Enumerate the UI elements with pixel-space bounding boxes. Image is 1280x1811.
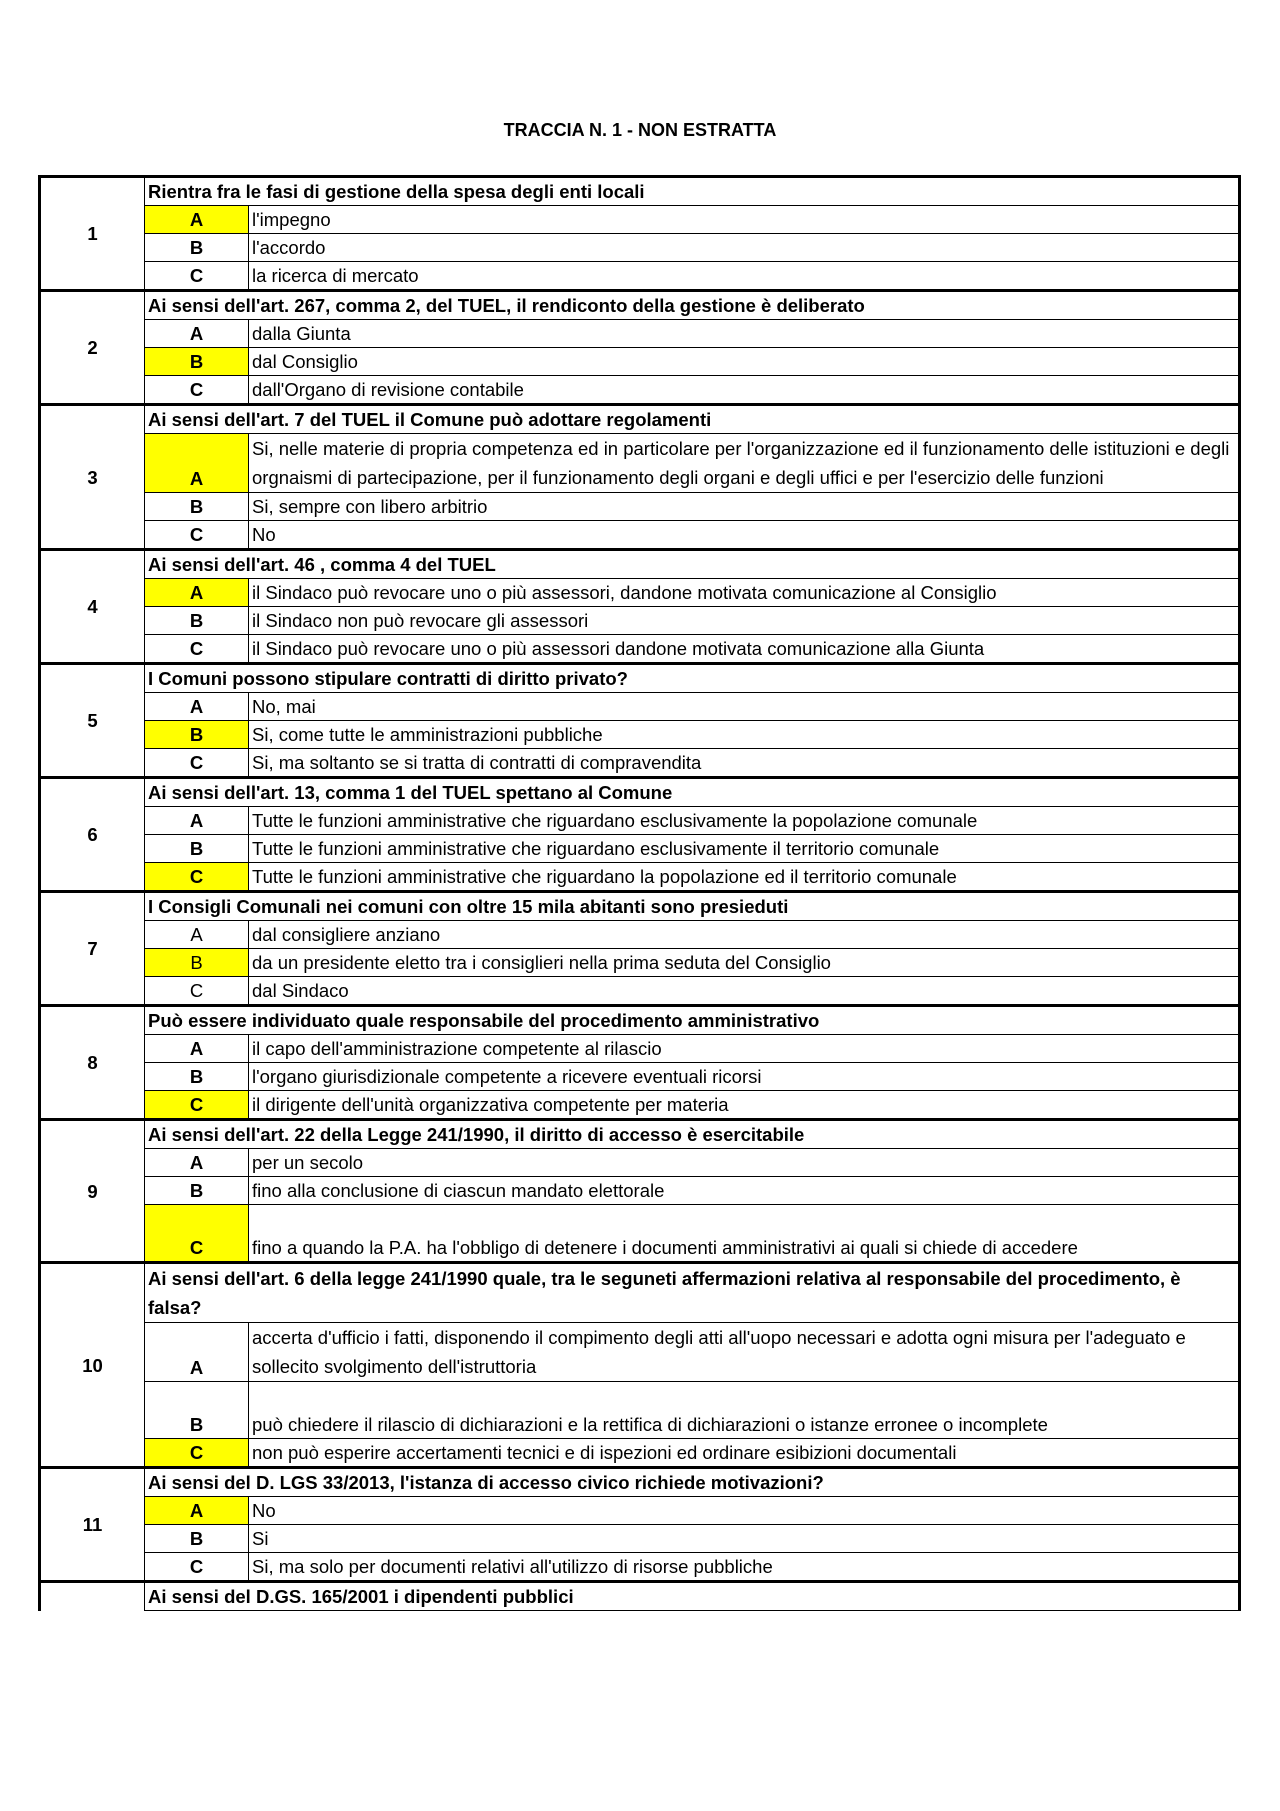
answer-letter: B (145, 835, 249, 863)
answer-letter: B (145, 234, 249, 262)
answer-text: dal Sindaco (249, 977, 1240, 1006)
question-number: 5 (40, 664, 145, 778)
question-text: Ai sensi dell'art. 7 del TUEL il Comune può adottare regolamenti (145, 405, 1240, 434)
answer-row (40, 693, 1240, 721)
question-row (40, 1120, 1240, 1149)
answer-text: l'organo giurisdizionale competente a ricevere eventuali ricorsi (249, 1063, 1240, 1091)
answer-row (40, 1063, 1240, 1091)
answer-letter: B (145, 1063, 249, 1091)
answer-text: il capo dell'amministrazione competente al rilascio (249, 1035, 1240, 1063)
answer-text: accerta d'ufficio i fatti, disponendo il compimento degli atti all'uopo necessari e adotta ogni misura per l'adeguato e sollecito svolgimento dell'istruttoria (249, 1323, 1240, 1382)
answer-row (40, 1323, 1240, 1382)
answer-row (40, 1382, 1240, 1439)
answer-text: Tutte le funzioni amministrative che riguardano la popolazione ed il territorio comunale (249, 863, 1240, 892)
question-text: Ai sensi dell'art. 22 della Legge 241/1990, il diritto di accesso è esercitabile (145, 1120, 1240, 1149)
question-text: Ai sensi dell'art. 6 della legge 241/1990 quale, tra le seguneti affermazioni relativa al responsabile del procedimento, è falsa? (145, 1263, 1240, 1323)
question-text: Ai sensi del D.GS. 165/2001 i dipendenti pubblici (145, 1582, 1240, 1611)
answer-row (40, 749, 1240, 778)
question-row (40, 291, 1240, 320)
page-title: TRACCIA N. 1 - NON ESTRATTA (503, 120, 777, 140)
answer-row (40, 320, 1240, 348)
answer-row (40, 635, 1240, 664)
answer-text: Tutte le funzioni amministrative che riguardano esclusivamente il territorio comunale (249, 835, 1240, 863)
question-number: 10 (40, 1263, 145, 1468)
question-number: 1 (40, 177, 145, 291)
answer-row (40, 1497, 1240, 1525)
question-text: Ai sensi del D. LGS 33/2013, l'istanza di accesso civico richiede motivazioni? (145, 1468, 1240, 1497)
question-number: 7 (40, 892, 145, 1006)
answer-letter: C (145, 749, 249, 778)
answer-row (40, 234, 1240, 262)
answer-text: Si (249, 1525, 1240, 1553)
answer-row (40, 206, 1240, 234)
answer-letter: C (145, 1205, 249, 1263)
question-table (38, 175, 1241, 1611)
answer-row (40, 1091, 1240, 1120)
answer-letter: A (145, 206, 249, 234)
answer-row (40, 977, 1240, 1006)
answer-row (40, 1149, 1240, 1177)
question-row (40, 778, 1240, 807)
answer-row (40, 1177, 1240, 1205)
answer-text: il Sindaco può revocare uno o più assessori, dandone motivata comunicazione al Consiglio (249, 579, 1240, 607)
answer-text: il Sindaco può revocare uno o più assessori dandone motivata comunicazione alla Giunta (249, 635, 1240, 664)
answer-text: non può esperire accertamenti tecnici e di ispezioni ed ordinare esibizioni documentali (249, 1439, 1240, 1468)
question-number: 3 (40, 405, 145, 550)
answer-letter: A (145, 320, 249, 348)
question-row (40, 405, 1240, 434)
answer-letter: C (145, 863, 249, 892)
answer-row (40, 921, 1240, 949)
answer-letter: C (145, 376, 249, 405)
answer-row (40, 607, 1240, 635)
answer-text: il Sindaco non può revocare gli assessori (249, 607, 1240, 635)
answer-row (40, 863, 1240, 892)
answer-letter: A (145, 1035, 249, 1063)
answer-row (40, 1553, 1240, 1582)
question-row (40, 664, 1240, 693)
answer-letter: C (145, 1091, 249, 1120)
question-text: Rientra fra le fasi di gestione della spesa degli enti locali (145, 177, 1240, 206)
answer-text: per un secolo (249, 1149, 1240, 1177)
answer-text: Tutte le funzioni amministrative che riguardano esclusivamente la popolazione comunale (249, 807, 1240, 835)
answer-text: fino a quando la P.A. ha l'obbligo di detenere i documenti amministrativi ai quali si chiede di accedere (249, 1205, 1240, 1263)
answer-row (40, 1439, 1240, 1468)
question-number: 8 (40, 1006, 145, 1120)
question-text: I Comuni possono stipulare contratti di diritto privato? (145, 664, 1240, 693)
question-number: 6 (40, 778, 145, 892)
answer-letter: B (145, 1525, 249, 1553)
answer-letter: B (145, 721, 249, 749)
question-row (40, 177, 1240, 206)
answer-row (40, 348, 1240, 376)
question-row (40, 1263, 1240, 1323)
answer-letter: A (145, 1149, 249, 1177)
answer-text: Si, ma solo per documenti relativi all'utilizzo di risorse pubbliche (249, 1553, 1240, 1582)
answer-row (40, 721, 1240, 749)
question-text: Ai sensi dell'art. 13, comma 1 del TUEL spettano al Comune (145, 778, 1240, 807)
answer-letter: C (145, 635, 249, 664)
question-row (40, 1582, 1240, 1611)
answer-text: No (249, 521, 1240, 550)
answer-letter: A (145, 579, 249, 607)
answer-letter: B (145, 348, 249, 376)
answer-letter: A (145, 434, 249, 493)
question-number (40, 1582, 145, 1611)
answer-letter: C (145, 262, 249, 291)
answer-letter: B (145, 493, 249, 521)
question-row (40, 1006, 1240, 1035)
answer-letter: B (145, 607, 249, 635)
answer-row (40, 807, 1240, 835)
answer-row (40, 1035, 1240, 1063)
answer-text: No (249, 1497, 1240, 1525)
answer-letter: A (145, 1497, 249, 1525)
question-text: I Consigli Comunali nei comuni con oltre 15 mila abitanti sono presieduti (145, 892, 1240, 921)
answer-letter: B (145, 949, 249, 977)
answer-letter: C (145, 1439, 249, 1468)
answer-text: No, mai (249, 693, 1240, 721)
answer-text: il dirigente dell'unità organizzativa competente per materia (249, 1091, 1240, 1120)
answer-row (40, 493, 1240, 521)
answer-letter: B (145, 1177, 249, 1205)
question-row (40, 1468, 1240, 1497)
answer-letter: A (145, 1323, 249, 1382)
answer-row (40, 1525, 1240, 1553)
answer-text: fino alla conclusione di ciascun mandato elettorale (249, 1177, 1240, 1205)
answer-letter: C (145, 1553, 249, 1582)
answer-text: dall'Organo di revisione contabile (249, 376, 1240, 405)
question-number: 11 (40, 1468, 145, 1582)
answer-row (40, 376, 1240, 405)
answer-letter: A (145, 807, 249, 835)
question-row (40, 550, 1240, 579)
question-number: 9 (40, 1120, 145, 1263)
answer-row (40, 579, 1240, 607)
answer-text: dal consigliere anziano (249, 921, 1240, 949)
answer-letter: A (145, 921, 249, 949)
question-text: Può essere individuato quale responsabile del procedimento amministrativo (145, 1006, 1240, 1035)
answer-row (40, 521, 1240, 550)
answer-letter: C (145, 521, 249, 550)
answer-text: Si, nelle materie di propria competenza ed in particolare per l'organizzazione ed il funzionamento delle istituzioni e degli orgnaismi di partecipazione, per il funzionamento degli organi e degli uffici e per l'esercizio delle funzioni (249, 434, 1240, 493)
question-row (40, 892, 1240, 921)
answer-text: la ricerca di mercato (249, 262, 1240, 291)
answer-row (40, 1205, 1240, 1263)
answer-letter: B (145, 1382, 249, 1439)
question-number: 2 (40, 291, 145, 405)
answer-text: dal Consiglio (249, 348, 1240, 376)
answer-text: Si, come tutte le amministrazioni pubbliche (249, 721, 1240, 749)
answer-row (40, 835, 1240, 863)
answer-row (40, 262, 1240, 291)
question-number: 4 (40, 550, 145, 664)
answer-text: dalla Giunta (249, 320, 1240, 348)
answer-text: Si, sempre con libero arbitrio (249, 493, 1240, 521)
question-text: Ai sensi dell'art. 267, comma 2, del TUEL, il rendiconto della gestione è deliberato (145, 291, 1240, 320)
answer-letter: A (145, 693, 249, 721)
question-text: Ai sensi dell'art. 46 , comma 4 del TUEL (145, 550, 1240, 579)
answer-row (40, 949, 1240, 977)
answer-row (40, 434, 1240, 493)
answer-text: l'accordo (249, 234, 1240, 262)
answer-text: da un presidente eletto tra i consiglieri nella prima seduta del Consiglio (249, 949, 1240, 977)
answer-text: Si, ma soltanto se si tratta di contratti di compravendita (249, 749, 1240, 778)
answer-text: può chiedere il rilascio di dichiarazioni e la rettifica di dichiarazioni o istanze erronee o incomplete (249, 1382, 1240, 1439)
answer-letter: C (145, 977, 249, 1006)
answer-text: l'impegno (249, 206, 1240, 234)
